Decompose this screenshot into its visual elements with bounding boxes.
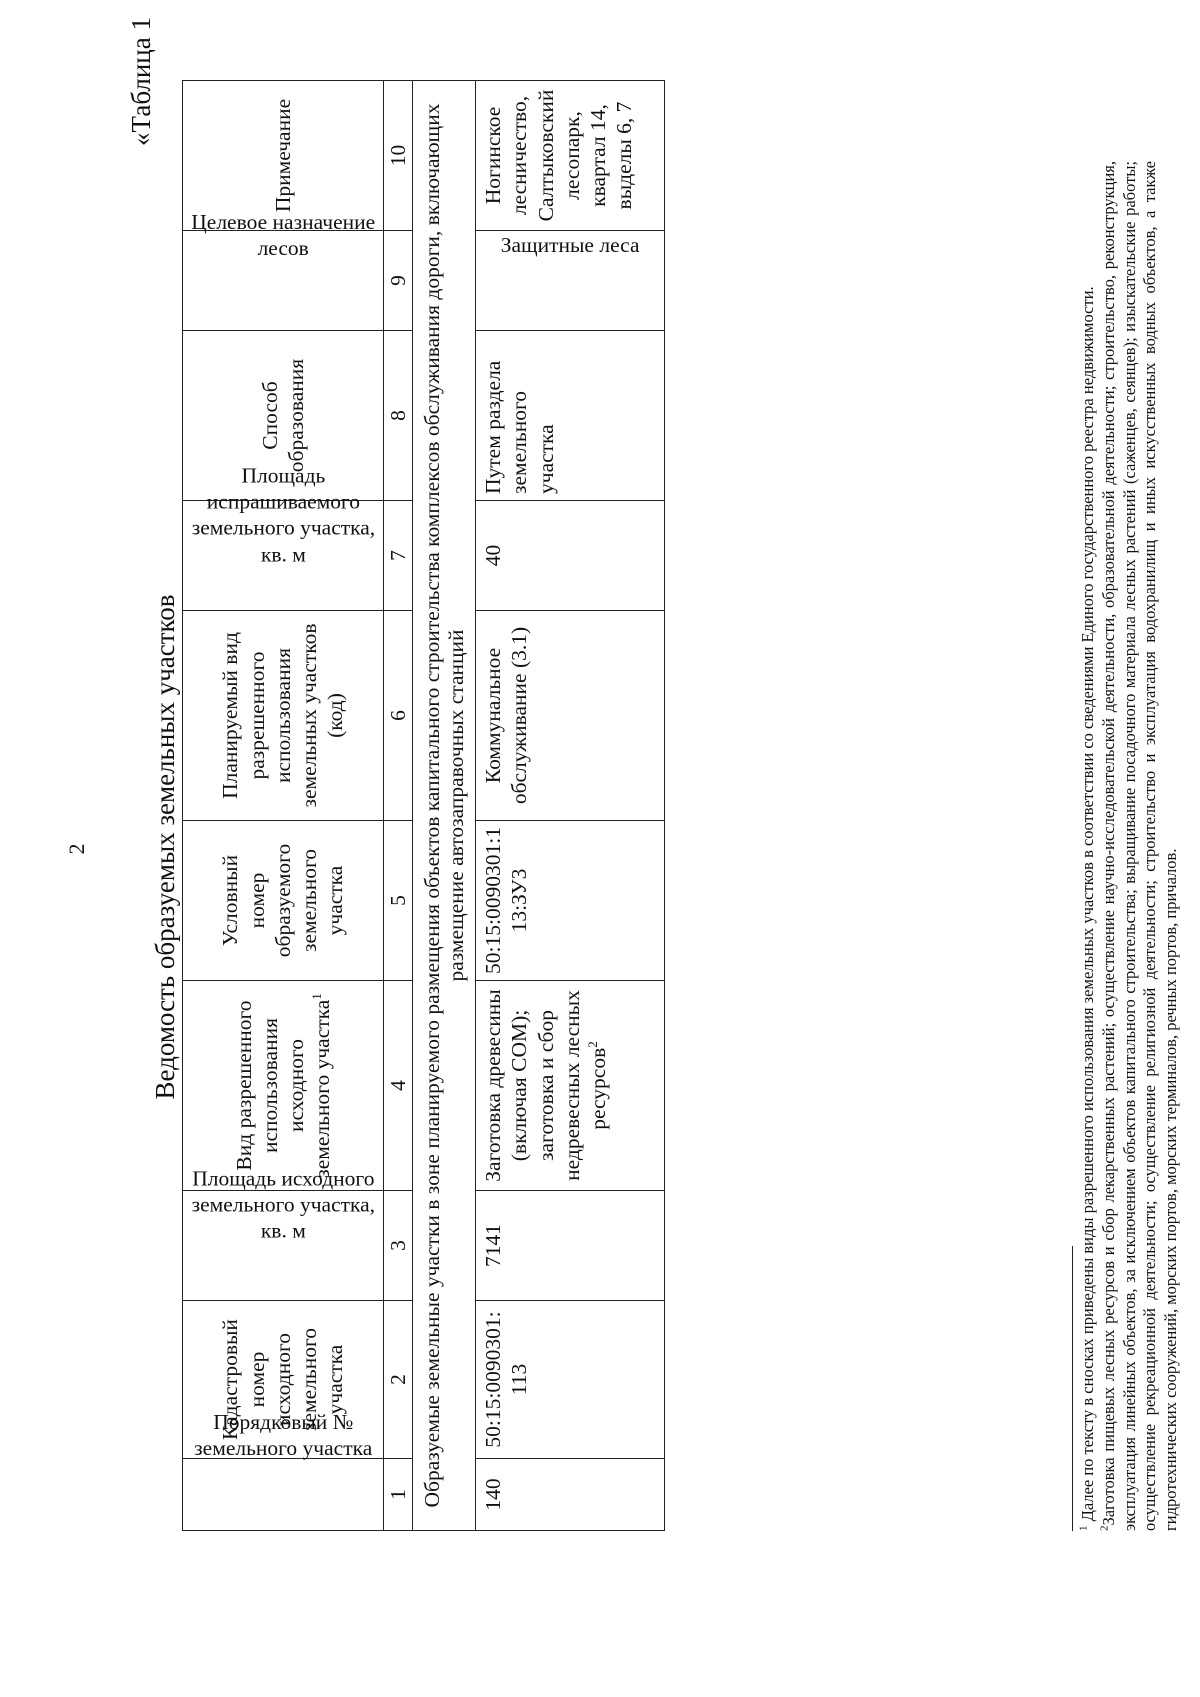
column-number: 8: [384, 331, 413, 501]
column-number: 1: [384, 1459, 413, 1531]
table-header-row: [183, 81, 384, 1531]
column-number: 2: [384, 1301, 413, 1459]
cell-use-src: [476, 981, 665, 1191]
cell-method: Путем раздела земельного участка: [476, 331, 665, 501]
purpose-text: Защитные леса: [500, 232, 640, 257]
header-cell: [183, 1166, 384, 1301]
column-number: 6: [384, 611, 413, 821]
header-text: Кадастровый номер исходного земельного участка: [218, 1319, 348, 1440]
column-number: 7: [384, 501, 413, 611]
cell-planned-use: Коммунальное обслуживание (3.1): [476, 611, 665, 821]
header-text: Площадь испрашиваемого земельного участка, кв. м: [191, 463, 375, 567]
parcels-table: [182, 80, 665, 1531]
cell-cond-num: 50:15:0090301:113:ЗУ3: [476, 821, 665, 981]
section-title: Образуемые земельные участки в зоне планируемого размещения объектов капитального строительства комплексов обслуживания дороги, включающих размещение автозаправочных станций: [413, 81, 476, 1531]
document-title: Ведомость образуемых земельных участков: [150, 594, 180, 1100]
page-number: 2: [64, 843, 89, 855]
footnote-text: Далее по тексту в сносках приведены виды разрешенного использования земельных участков в соответствии со сведениями Единого государственного реестра недвижимости.: [1078, 286, 1097, 1522]
column-number: 3: [384, 1191, 413, 1301]
footnote-mark: 1: [1077, 1525, 1090, 1531]
cell-note: Ногинское лесничество, Салтыковский лесопарк, квартал 14, выделы 6, 7: [476, 81, 665, 231]
cell-purpose: [476, 231, 665, 331]
footnote-text: Заготовка пищевых лесных ресурсов и сбор лекарственных растений; осуществление научно-исследовательской деятельности, образовательной деятельности; строительство, реконструкция, эксплуатация линейных объектов, за исключением объектов капитального строительства; выращивание посадочного материала лесных растений (саженцев, сеянцев); изыскательские работы; осуществление рекреационной деятельности; осуществление религиозной деятельности; строительство и эксплуатация водохранилищ и иных искусственных водных объектов, а также гидротехнических сооружений, морских портов, морских терминалов, речных портов, причалов.: [1098, 161, 1181, 1531]
footnote: [1078, 161, 1099, 1531]
column-number: 10: [384, 81, 413, 231]
footnote: [1099, 161, 1182, 1531]
header-text: Примечание: [270, 98, 295, 213]
column-number: 4: [384, 981, 413, 1191]
column-number: 9: [384, 231, 413, 331]
footnote-mark: 2: [1098, 1525, 1111, 1531]
use-src-text: Заготовка древесины (включая СОМ); заготовка и сбор недревесных лесных ресурсов: [481, 989, 611, 1182]
footnote-ref: 1: [309, 993, 325, 1000]
column-number: 5: [384, 821, 413, 981]
header-text: Порядковый № земельного участка: [193, 1409, 373, 1460]
footnote-ref: 2: [584, 1041, 600, 1048]
header-text: Целевое назначение лесов: [191, 209, 375, 260]
cell-area-req: 40: [476, 501, 665, 611]
footnotes: [1078, 161, 1182, 1531]
cell-num: 140: [476, 1459, 665, 1531]
column-number-row: [384, 81, 413, 1531]
cell-cadastral: 50:15:0090301:113: [476, 1301, 665, 1459]
header-text: Условный номер образуемого земельного участка: [218, 843, 348, 958]
header-cell: [183, 821, 384, 981]
section-row: [413, 81, 476, 1531]
table-row: [476, 81, 665, 1531]
table-label: «Таблица 1: [126, 17, 156, 146]
header-cell: [183, 1409, 384, 1531]
header-cell: [183, 463, 384, 611]
cell-area-src: 7141: [476, 1191, 665, 1301]
header-text: Планируемый вид разрешенного использования земельных участков (код): [218, 623, 348, 808]
header-text: Способ образования: [257, 358, 308, 473]
header-cell: [183, 611, 384, 821]
header-text: Площадь исходного земельного участка, кв. м: [191, 1166, 375, 1244]
footnote-separator: [1072, 1246, 1073, 1531]
header-cell: [183, 981, 384, 1191]
header-cell: [183, 209, 384, 331]
header-text: Вид разрешенного использования исходного земельного участка: [231, 999, 335, 1178]
